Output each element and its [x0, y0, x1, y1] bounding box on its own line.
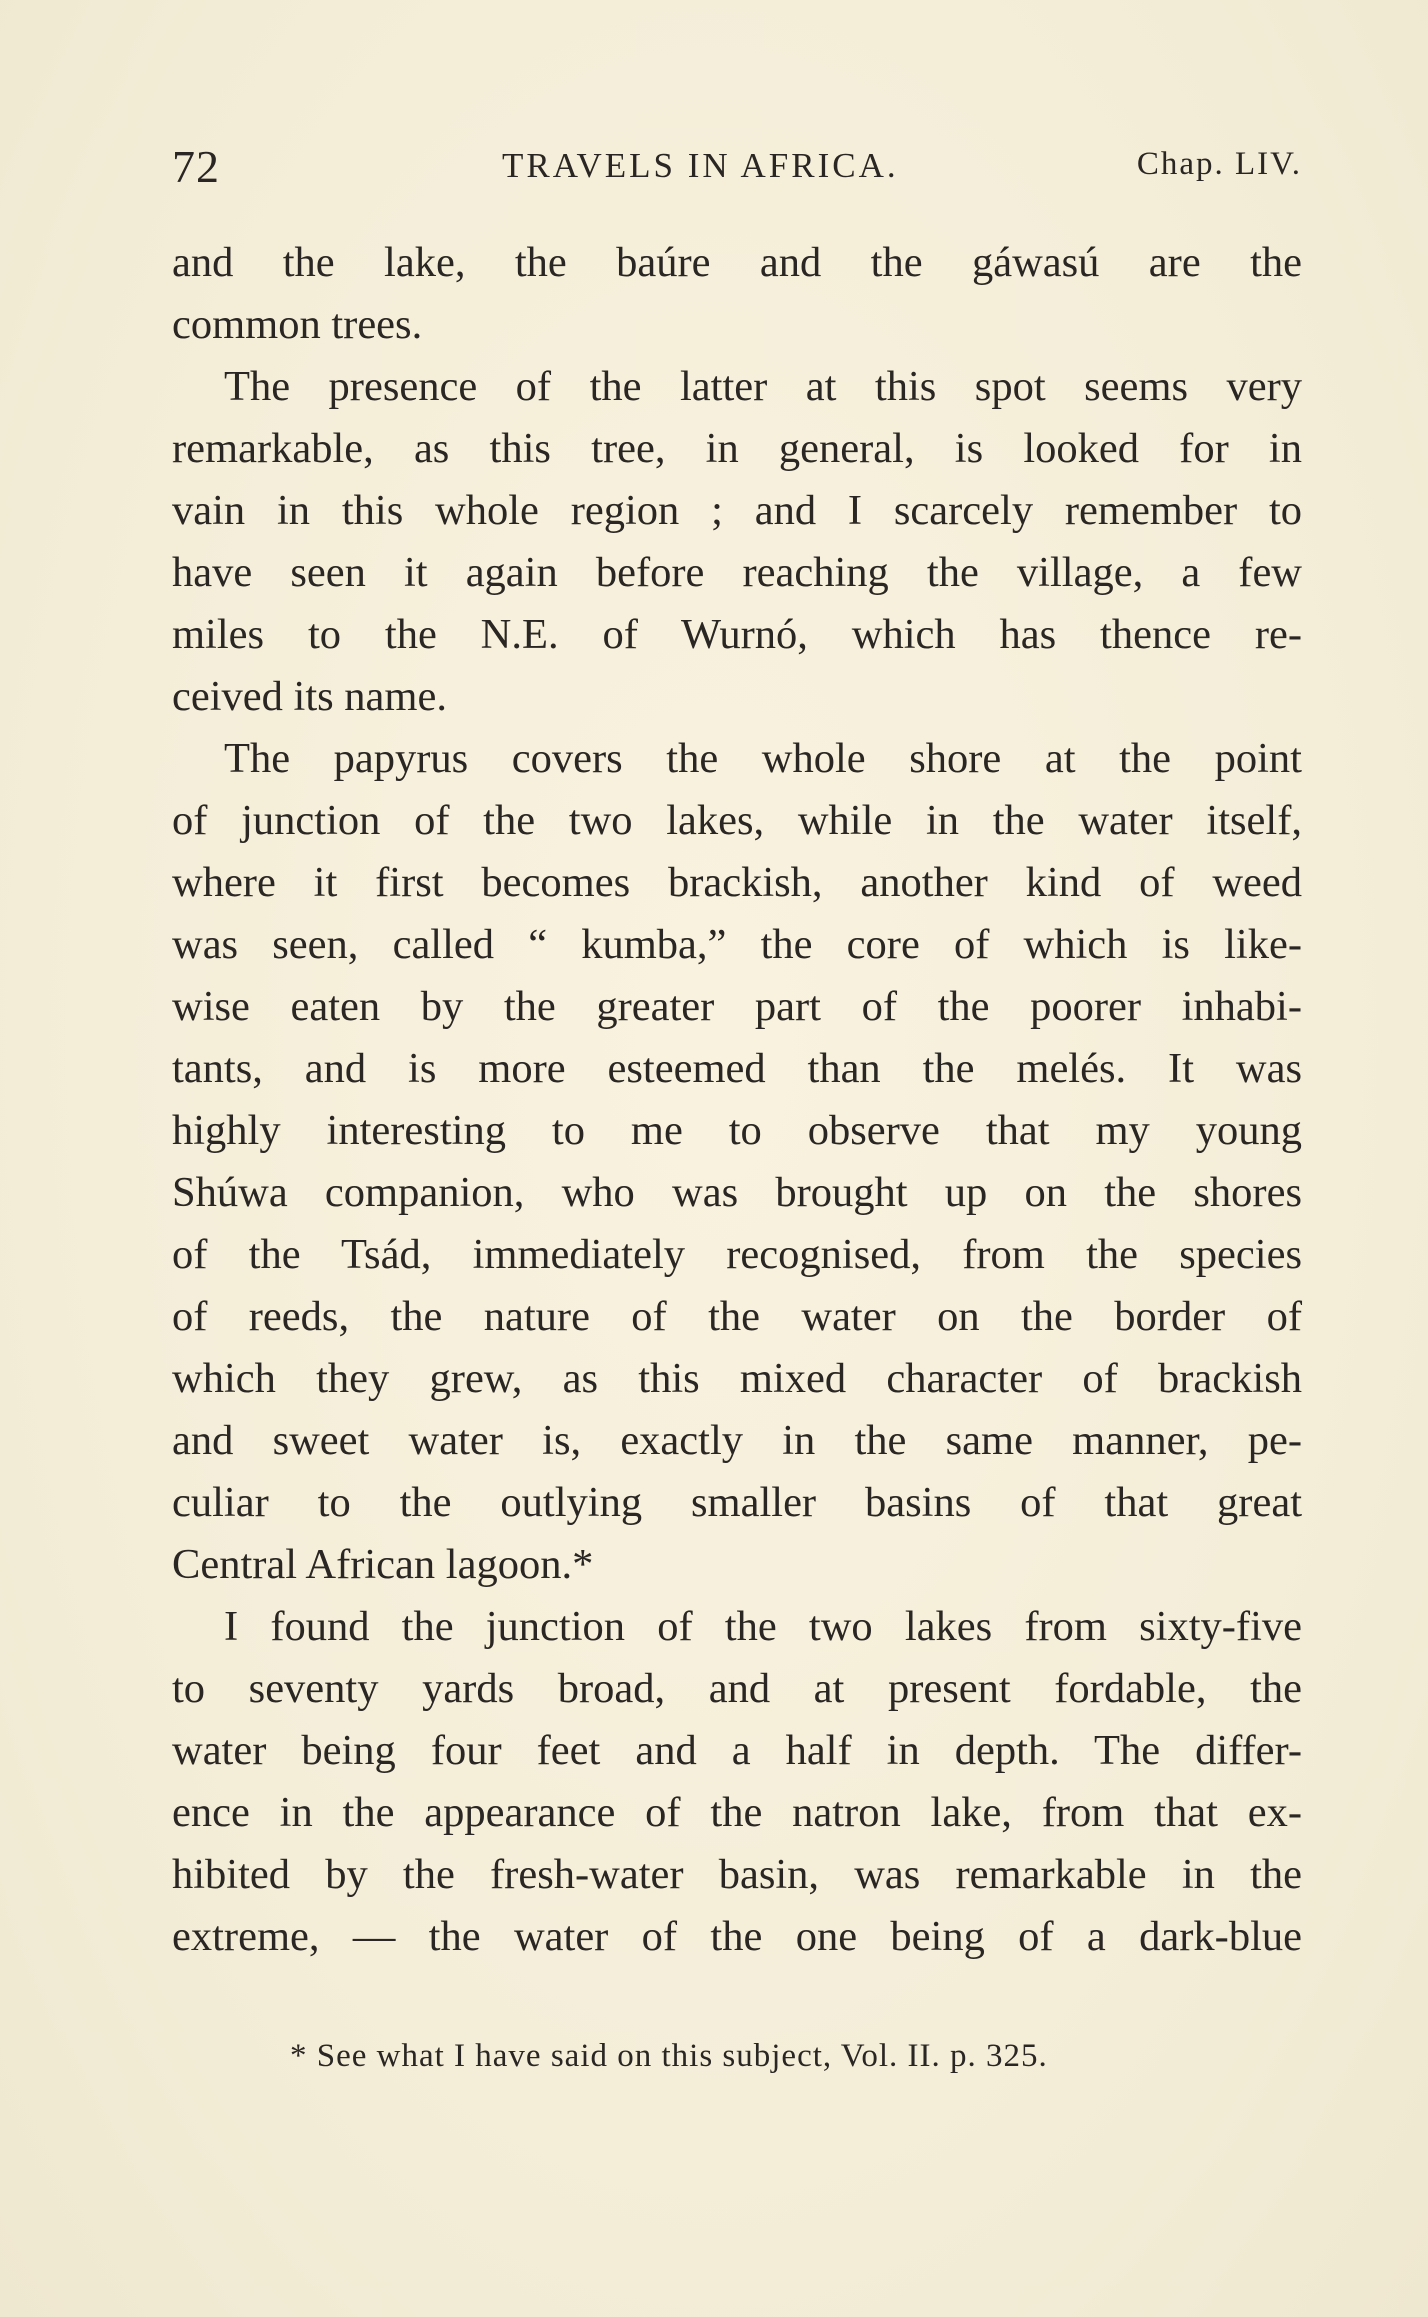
chapter-reference: Chap. LIV. [1136, 146, 1302, 182]
text-line: and sweet water is, exactly in the same manner, pe- [172, 1417, 1302, 1464]
footnote: * See what I have said on this subject, Vol. II. p. 325. [290, 2038, 1048, 2074]
text-line: Shúwa companion, who was brought up on the shores [172, 1169, 1302, 1216]
text-line: of reeds, the nature of the water on the border of [172, 1293, 1302, 1340]
page-header [172, 140, 1302, 200]
text-line: water being four feet and a half in depth. The differ- [172, 1727, 1302, 1774]
text-line: remarkable, as this tree, in general, is looked for in [172, 425, 1302, 472]
text-line: common trees. [172, 301, 423, 348]
text-line: highly interesting to me to observe that my young [172, 1107, 1302, 1154]
page-number: 72 [172, 141, 220, 192]
text-line: ceived its name. [172, 673, 447, 720]
text-line: vain in this whole region ; and I scarcely remember to [172, 487, 1302, 534]
text-line: was seen, called “ kumba,” the core of which is like- [172, 921, 1302, 968]
text-line: miles to the N.E. of Wurnó, which has thence re- [172, 611, 1302, 658]
paragraph-start-line: The presence of the latter at this spot seems very [224, 363, 1302, 410]
text-line: culiar to the outlying smaller basins of that great [172, 1479, 1302, 1526]
text-line: which they grew, as this mixed character of brackish [172, 1355, 1302, 1402]
text-line: have seen it again before reaching the village, a few [172, 549, 1302, 596]
text-line: ence in the appearance of the natron lake, from that ex- [172, 1789, 1302, 1836]
text-line: wise eaten by the greater part of the poorer inhabi- [172, 983, 1302, 1030]
paragraph-start-line: I found the junction of the two lakes from sixty-five [224, 1603, 1302, 1650]
running-title: TRAVELS IN AFRICA. [502, 146, 899, 185]
text-line: of the Tsád, immediately recognised, from the species [172, 1231, 1302, 1278]
text-line: Central African lagoon.* [172, 1541, 594, 1588]
text-line: to seventy yards broad, and at present fordable, the [172, 1665, 1302, 1712]
text-line: of junction of the two lakes, while in the water itself, [172, 797, 1302, 844]
paragraph-start-line: The papyrus covers the whole shore at the point [224, 735, 1302, 782]
text-line: hibited by the fresh-water basin, was remarkable in the [172, 1851, 1302, 1898]
text-line: and the lake, the baúre and the gáwasú are the [172, 239, 1302, 286]
body-text [172, 232, 1302, 1968]
text-line: where it first becomes brackish, another kind of weed [172, 859, 1302, 906]
text-line: extreme, — the water of the one being of a dark-blue [172, 1913, 1302, 1960]
text-line: tants, and is more esteemed than the melés. It was [172, 1045, 1302, 1092]
